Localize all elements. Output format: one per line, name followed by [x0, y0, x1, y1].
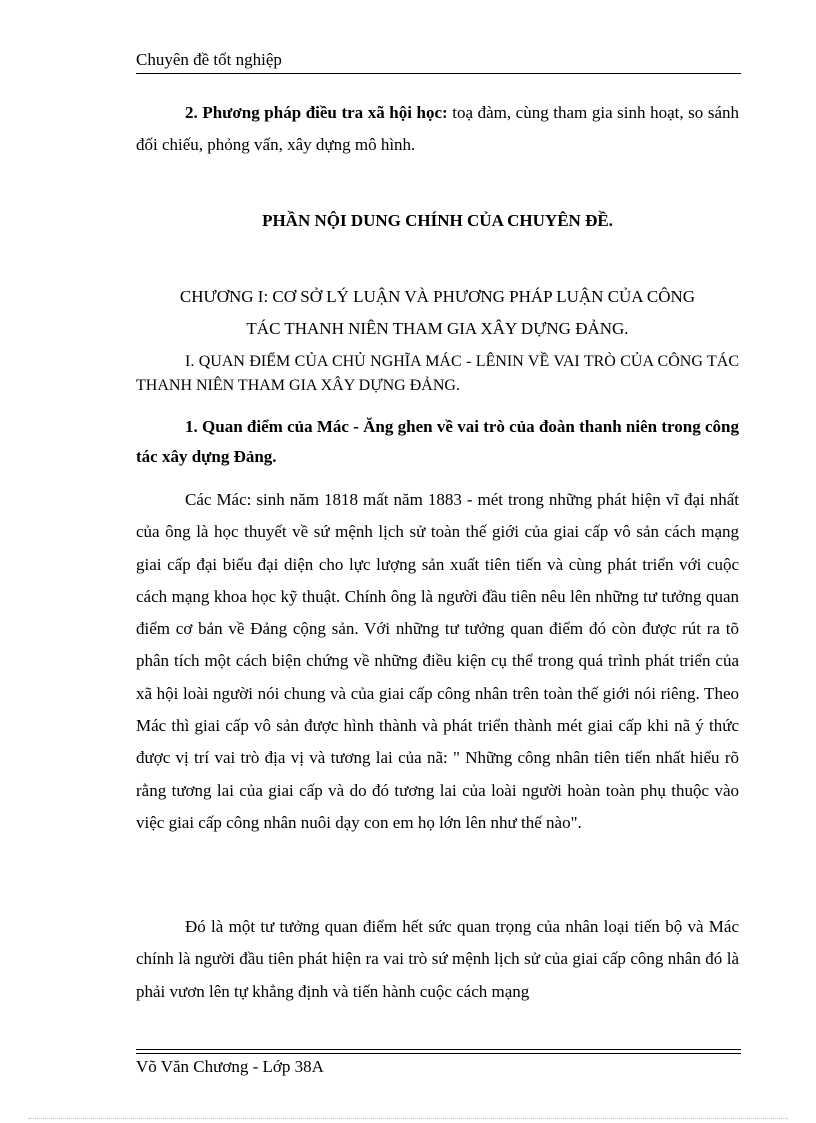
- header-rule: [136, 73, 741, 74]
- section-2-text: toạ đàm, cùng tham gia sinh hoạt, so sánh đối chiếu, phỏng vấn, xây dựng mô hình.: [136, 103, 740, 155]
- subsection-1-heading: 1. Quan điểm của Mác - Ăng ghen về vai trò của đoàn thanh niên trong công tác xây dựng Đảng.: [136, 417, 739, 466]
- chapter-title: [136, 281, 739, 345]
- paragraph-2: Đó là một tư tưởng quan điểm hết sức quan trọng của nhân loại tiến bộ và Mác chính là người đầu tiên phát hiện ra vai trò sứ mệnh lịch sử của giai cấp công nhân đó là phải vươn lên tự khẳng định và tiến hành cuộc cách mạng: [136, 917, 739, 1001]
- running-header: Chuyên đề tốt nghiệp: [136, 50, 282, 69]
- footer-rule-bottom: [136, 1053, 741, 1054]
- part-title: PHẦN NỘI DUNG CHÍNH CỦA CHUYÊN ĐỀ.: [262, 211, 613, 230]
- section-2-paragraph: [136, 97, 739, 162]
- section-2-heading: 2. Phương pháp điều tra xã hội học:: [185, 103, 448, 122]
- chapter-title-line-2: TÁC THANH NIÊN THAM GIA XÂY DỰNG ĐẢNG.: [246, 319, 629, 338]
- running-footer: Võ Văn Chương - Lớp 38A: [136, 1057, 324, 1076]
- footer-rule-top: [136, 1049, 741, 1050]
- section-I-heading: I. QUAN ĐIỂM CỦA CHỦ NGHĨA MÁC - LÊNIN VỀ VAI TRÒ CỦA CÔNG TÁC THANH NIÊN THAM GIA XÂY DỰNG ĐẢNG.: [136, 353, 739, 394]
- chapter-title-line-1: CHƯƠNG I: CƠ SỞ LÝ LUẬN VÀ PHƯƠNG PHÁP LUẬN CỦA CÔNG: [179, 287, 696, 306]
- paragraph-1: Các Mác: sinh năm 1818 mất năm 1883 - mét trong những phát hiện vĩ đại nhất của ông là học thuyết về sứ mệnh lịch sử toàn thế giới của giai cấp vô sản cách mạng giai cấp đại biểu đại diện cho lực lượng sản xuất tiên tiến và cùng phát triển với cuộc cách mạng khoa học kỹ thuật. Chính ông là người đầu tiên nêu lên những tư tưởng quan điểm cơ bản về Đảng cộng sản. Với những tư tưởng quan điểm đó còn được rút ra tõ phân tích một cách biện chứng về những điều kiện cụ thể trong quá trình phát triển của xã hội loài người nói chung và của giai cấp công nhân trên toàn thế giới nói riêng. Theo Mác thì giai cấp vô sản được hình thành và phát triển thành mét giai cấp khi nã ý thức được vị trí vai trò địa vị và tương lai của nã: " Những công nhân tiên tiến nhất hiểu rõ rằng tương lai của giai cấp và do đó tương lai của loài người hoàn toàn phụ thuộc vào việc giai cấp công nhân nuôi dạy con em họ lớn lên như thế nào".: [136, 490, 739, 832]
- page-boundary: [28, 1118, 788, 1119]
